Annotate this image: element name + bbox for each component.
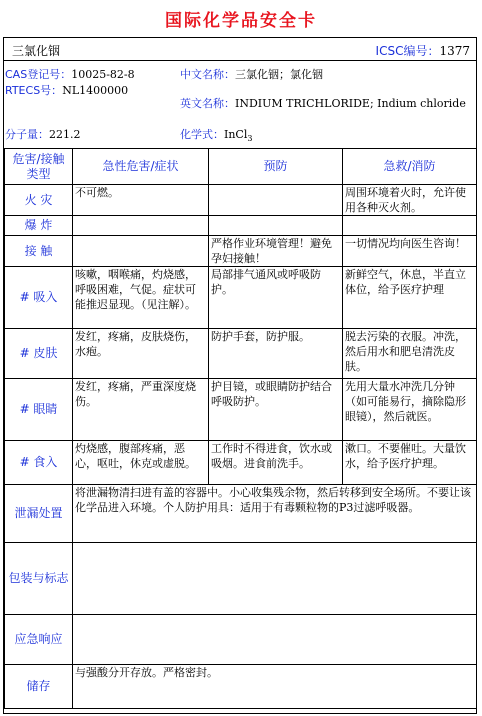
cas-label: CAS登记号： xyxy=(5,68,72,81)
icsc-label: ICSC编号： xyxy=(375,44,440,58)
cas-value: 10025-82-8 xyxy=(71,68,135,81)
hazard-cell: 灼烧感，腹部疼痛，恶心，呕吐，休克或虚脱。 xyxy=(73,441,209,485)
aid-cell: 脱去污染的衣服。冲洗，然后用水和肥皂清洗皮肤。 xyxy=(343,329,477,379)
safety-card xyxy=(3,37,477,714)
aid-cell: 周围环境着火时，允许使用各种灭火剂。 xyxy=(343,185,477,216)
formula-main: InCl xyxy=(224,128,248,141)
row-label: # 吸入 xyxy=(5,267,73,329)
formula-row xyxy=(180,126,252,143)
cas-row xyxy=(5,66,135,82)
packaging-label: 包装与标志 xyxy=(5,543,73,615)
card-title: 国际化学品安全卡 xyxy=(165,11,317,31)
mw-value: 221.2 xyxy=(49,128,81,141)
prevent-cell: 局部排气通风或呼吸防护。 xyxy=(209,267,343,329)
en-name-value: INDIUM TRICHLORIDE; Indium chloride xyxy=(235,97,466,110)
table-row-spill xyxy=(5,485,477,543)
row-label: # 食入 xyxy=(5,441,73,485)
table-row-packaging xyxy=(5,543,477,615)
table-row-skin xyxy=(5,329,477,379)
row-label: 火 灾 xyxy=(5,185,73,216)
table-row-explosion xyxy=(5,216,477,236)
hazard-cell xyxy=(73,216,209,236)
hazard-cell: 咳嗽，咽喉痛，灼烧感，呼吸困难，气促。症状可能推迟显现。（见注解）。 xyxy=(73,267,209,329)
table-header-row xyxy=(5,149,477,185)
table-row-emergency xyxy=(5,615,477,665)
prevent-cell: 护目镜，或眼睛防护结合呼吸防护。 xyxy=(209,379,343,441)
hazard-cell: 发红，疼痛，严重深度烧伤。 xyxy=(73,379,209,441)
storage-label: 储存 xyxy=(5,665,73,709)
mw-label: 分子量： xyxy=(5,128,49,141)
prevent-cell: 严格作业环境管理！避免孕妇接触！ xyxy=(209,236,343,267)
row-label: # 眼睛 xyxy=(5,379,73,441)
cn-name-label: 中文名称： xyxy=(180,68,235,81)
en-name-row xyxy=(180,95,466,111)
table-row-eyes xyxy=(5,379,477,441)
cn-name-value: 三氯化铟；氯化铟 xyxy=(235,68,323,81)
col-header-hazard: 急性危害/症状 xyxy=(73,149,209,185)
emergency-text xyxy=(73,615,477,665)
aid-cell: 漱口。不要催吐。大量饮水，给予医疗护理。 xyxy=(343,441,477,485)
card-header xyxy=(4,38,476,61)
aid-cell: 先用大量水冲洗几分钟（如可能易行，摘除隐形眼镜），然后就医。 xyxy=(343,379,477,441)
mw-row xyxy=(5,126,81,142)
spill-label: 泄漏处置 xyxy=(5,485,73,543)
cn-name-row xyxy=(180,66,323,82)
table-row-fire xyxy=(5,185,477,216)
hazard-table xyxy=(4,148,477,709)
aid-cell xyxy=(343,216,477,236)
rtecs-row xyxy=(5,82,128,98)
storage-text: 与强酸分开存放。严格密封。 xyxy=(73,665,477,709)
spill-text: 将泄漏物清扫进有盖的容器中。小心收集残余物，然后转移到安全场所。不要让该化学品进入环境。个人防护用具：适用于有毒颗粒物的P3过滤呼吸器。 xyxy=(73,485,477,543)
hazard-cell: 发红，疼痛，皮肤烧伤，水疱。 xyxy=(73,329,209,379)
table-row-storage xyxy=(5,665,477,709)
icsc-value: 1377 xyxy=(439,44,470,58)
row-label: # 皮肤 xyxy=(5,329,73,379)
prevent-cell: 工作时不得进食，饮水或吸烟。进食前洗手。 xyxy=(209,441,343,485)
chemical-name: 三氯化铟 xyxy=(12,44,61,58)
hazard-cell xyxy=(73,236,209,267)
col-header-type: 危害/接触类型 xyxy=(5,149,73,185)
rtecs-label: RTECS号： xyxy=(5,84,63,97)
en-name-label: 英文名称： xyxy=(180,97,235,110)
hazard-cell: 不可燃。 xyxy=(73,185,209,216)
icsc-number xyxy=(376,42,470,59)
aid-cell: 新鲜空气，休息，半直立体位，给予医疗护理 xyxy=(343,267,477,329)
table-row-contact xyxy=(5,236,477,267)
table-row-inhalation xyxy=(5,267,477,329)
row-label: 爆 炸 xyxy=(5,216,73,236)
packaging-text xyxy=(73,543,477,615)
prevent-cell xyxy=(209,216,343,236)
emergency-label: 应急响应 xyxy=(5,615,73,665)
col-header-aid: 急救/消防 xyxy=(343,149,477,185)
table-row-ingestion xyxy=(5,441,477,485)
prevent-cell: 防护手套，防护服。 xyxy=(209,329,343,379)
col-header-prevent: 预防 xyxy=(209,149,343,185)
prevent-cell xyxy=(209,185,343,216)
row-label: 接 触 xyxy=(5,236,73,267)
aid-cell: 一切情况均向医生咨询！ xyxy=(343,236,477,267)
formula-subscript: 3 xyxy=(247,134,253,144)
formula-label: 化学式： xyxy=(180,128,224,141)
formula-value xyxy=(224,128,253,144)
rtecs-value: NL1400000 xyxy=(62,84,129,97)
